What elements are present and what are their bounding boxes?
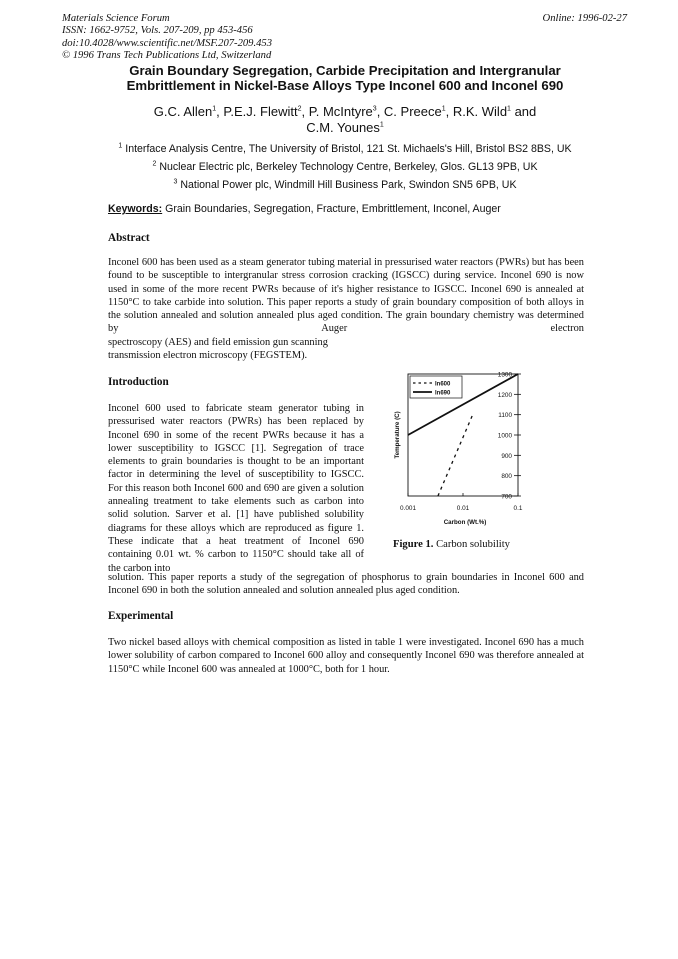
author-list: [60, 104, 630, 136]
series-line-in600: [438, 415, 473, 496]
author-affil-mark: 2: [297, 105, 302, 113]
y-tick-label: 800: [501, 473, 512, 481]
x-axis-label: Carbon (Wt.%): [443, 519, 487, 526]
affiliation-3: [60, 179, 630, 191]
abstract-text: Inconel 600 has been used as a steam generator tubing material in pressurised water reactors (PWRs) but has been found to be susceptible to intergranular stress corrosion cracking (IGSCC) during service. Inconel 690 is now used in some of the more recent PWRs because of it's higher resistance to IGSCC. Inconel 690 is annealed at 1150°C to take carbide into solution. This paper reports a study of grain boundary composition of both alloys in the solution annealed and solution annealed plus aged condition. The grain boundary chemistry was determined by Auger electron: [108, 257, 584, 335]
affiliation-1: [60, 143, 630, 155]
author-name: C.M. Younes: [306, 120, 380, 135]
y-tick-label: 900: [501, 452, 512, 460]
legend-label: In600: [435, 381, 451, 388]
introduction-heading: Introduction: [108, 376, 169, 388]
affiliation-mark: 3: [173, 178, 178, 186]
journal-name: Materials Science Forum: [62, 13, 170, 24]
author-affil-mark: 1: [441, 105, 446, 113]
doi-line: doi:10.4028/www.scientific.net/MSF.207-209.453: [62, 37, 272, 49]
author-affil-mark: 1: [212, 105, 217, 113]
issn-line: ISSN: 1662-9752, Vols. 207-209, pp 453-456: [62, 25, 253, 37]
affiliation-2: [60, 161, 630, 173]
figure-caption-text: Carbon solubility: [436, 539, 510, 550]
experimental-body: Two nickel based alloys with chemical composition as listed in table 1 were investigated. Inconel 690 has a much lower solubility of carbon compared to Inconel 600 alloy and consequently Inconel 690 was therefore annealed at 1150°C while Inconel 600 was annealed at 1000°C, both for 1 hour.: [108, 637, 584, 675]
x-tick-label: 0.1: [513, 505, 523, 512]
keywords-text: Grain Boundaries, Segregation, Fracture, Embrittlement, Inconel, Auger: [165, 203, 501, 215]
y-tick-label: 1000: [497, 432, 512, 440]
author-name: P.E.J. Flewitt: [223, 104, 298, 119]
x-tick-label: 0.001: [400, 505, 416, 512]
abstract-tail-1: spectroscopy (AES) and field emission gun scanning: [108, 336, 328, 348]
author-name: C. Preece: [383, 104, 442, 119]
figure-label: Figure 1.: [393, 539, 434, 550]
title-line-1: Grain Boundary Segregation, Carbide Precipitation and Intergranular: [129, 63, 561, 78]
abstract-body: [108, 256, 584, 362]
x-tick-label: 0.01: [456, 505, 470, 512]
author-affil-mark: 3: [372, 105, 377, 113]
copyright-line: © 1996 Trans Tech Publications Ltd, Switzerland: [62, 50, 272, 62]
author-name: G.C. Allen: [153, 104, 213, 119]
figure-caption: [393, 539, 510, 550]
y-tick-label: 1300: [497, 371, 512, 379]
y-tick-label: 1200: [497, 391, 512, 399]
abstract-heading: Abstract: [108, 232, 150, 244]
carbon-solubility-chart: [380, 366, 540, 532]
abstract-tail-2: transmission electron microscopy (FEGSTEM).: [108, 350, 308, 362]
online-date: Online: 1996-02-27: [542, 13, 627, 24]
y-tick-label: 700: [501, 493, 512, 501]
author-affil-mark: 1: [379, 121, 384, 129]
affiliation-text: National Power plc, Windmill Hill Business Park, Swindon SN5 6PB, UK: [180, 179, 517, 191]
journal-header: [62, 13, 272, 63]
affiliation-mark: 1: [118, 142, 123, 150]
author-line-1: G.C. Allen$^1$, P.E.J. Flewitt$^2$, P. McIntyre$^3$, C. Preece$^1$, R.K. Wild$^1$ and: [153, 104, 537, 119]
keywords-label: Keywords:: [108, 203, 163, 215]
legend-label: In690: [435, 390, 451, 397]
author-line-2: [60, 120, 630, 136]
affiliation-mark: 2: [152, 160, 157, 168]
keywords: [108, 203, 501, 215]
y-axis-label: Temperature (C): [394, 411, 401, 459]
experimental-heading: Experimental: [108, 610, 174, 622]
affiliation-text: Nuclear Electric plc, Berkeley Technology Centre, Berkeley, Glos. GL13 9PB, UK: [159, 161, 538, 173]
paper-title: [60, 63, 630, 93]
affiliation-text: Interface Analysis Centre, The University of Bristol, 121 St. Michaels's Hill, Bristol BS2 8BS, UK: [125, 143, 572, 155]
introduction-left-column: Inconel 600 used to fabricate steam generator tubing in pressurised water reactors (PWRs) has been replaced by Inconel 690 in some of the recent PWRs because it has a lower susceptibility to IGSCC [1]. Segregation of trace elements to grain boundaries is thought to be an important factor in determining the level of susceptibility to IGSCC. For this reason both Inconel 600 and 690 are given a solution annealing treatment to take elements such as carbon into solid solution. Sarver et al. [1] have published solubility diagrams for these alloys which are reproduced as figure 1. These indicate that a heat treatment of Inconel 690 containing 0.01 wt. % carbon to 1150°C should take all of the carbon into: [108, 403, 364, 574]
author-name: R.K. Wild: [452, 104, 508, 119]
author-affil-mark: 1: [507, 105, 511, 113]
introduction-full-width: solution. This paper reports a study of the segregation of phosphorus to grain boundaries in Inconel 600 and Inconel 690 in both the solution annealed and solution annealed plus aged condition.: [108, 572, 584, 597]
author-name: P. McIntyre: [308, 104, 373, 119]
y-tick-label: 1100: [498, 412, 512, 420]
title-line-2: Embrittlement in Nickel-Base Alloys Type Inconel 600 and Inconel 690: [126, 78, 564, 94]
